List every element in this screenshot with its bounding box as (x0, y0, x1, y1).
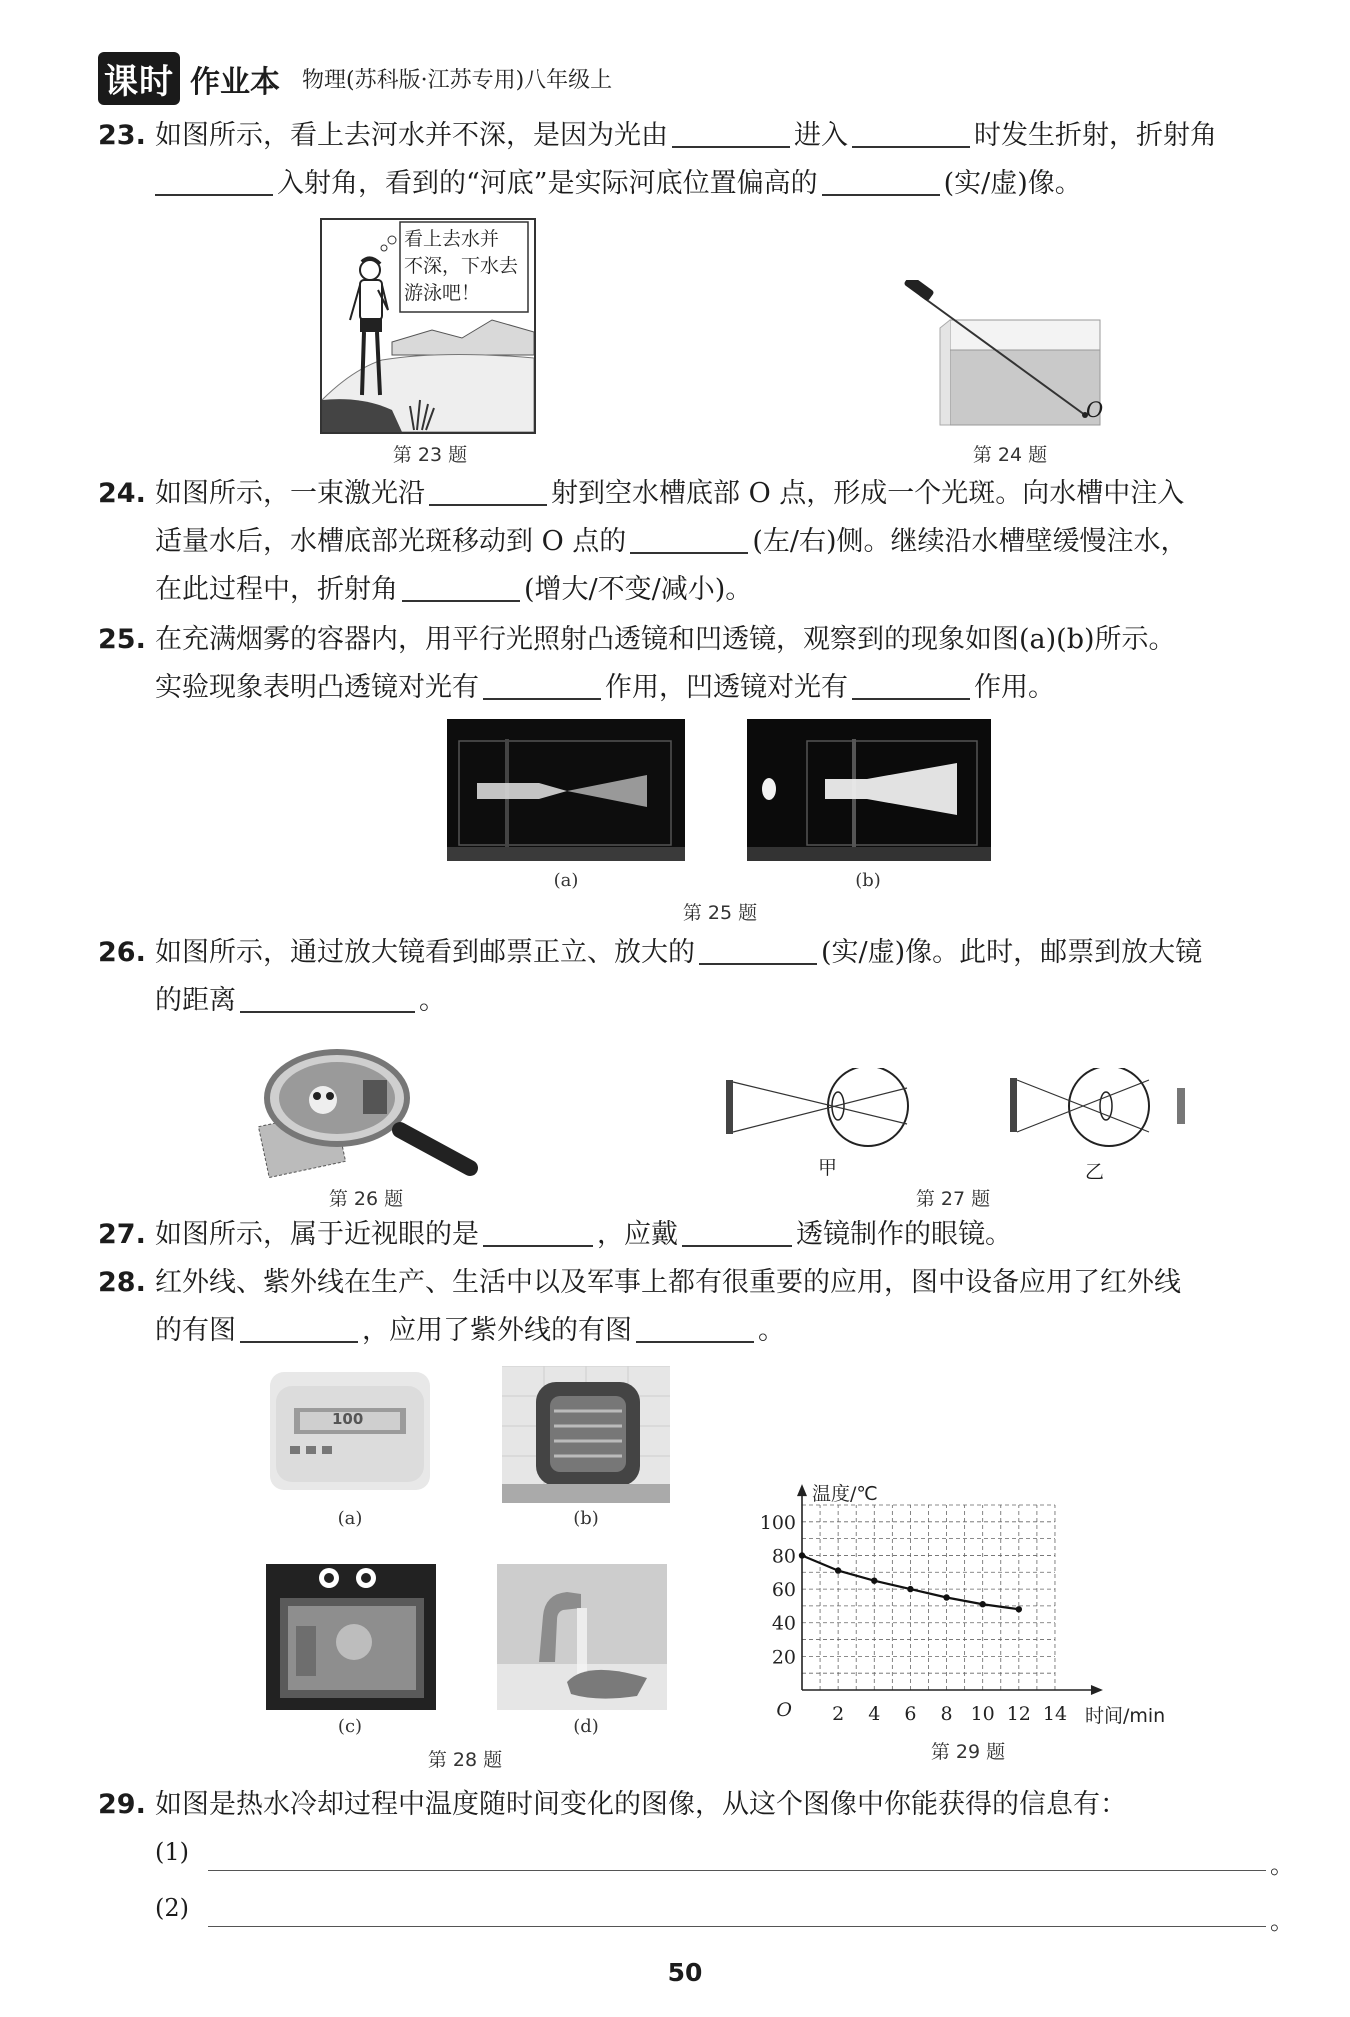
period: 。 (1270, 1851, 1294, 1879)
question-number: 27. (98, 1219, 146, 1250)
page-header (98, 52, 612, 105)
x-tick-label: 4 (868, 1703, 881, 1725)
question-26-line1: 如图所示，通过放大镜看到邮票正立、放大的 (实/虚)像。此时，邮票到放大镜 (155, 937, 1203, 968)
figure-caption: 第 23 题 (392, 444, 468, 466)
origin-label: O (776, 1699, 792, 1721)
y-tick-label: 80 (771, 1545, 796, 1568)
answer-blank[interactable] (402, 572, 520, 602)
subfigure-label: (a) (553, 870, 579, 891)
y-tick-label: 20 (771, 1646, 796, 1669)
y-tick-label: 100 (759, 1511, 796, 1534)
question-number: 28. (98, 1267, 146, 1298)
question-27-line1: 如图所示，属于近视眼的是 ，应戴 透镜制作的眼镜。 (155, 1219, 1012, 1250)
subfigure-label: (d) (573, 1716, 599, 1737)
figure-caption: 第 29 题 (930, 1741, 1006, 1763)
money-detector-photo (270, 1372, 430, 1490)
body-temperature-scanner-photo (266, 1564, 436, 1710)
figure-caption: 第 27 题 (915, 1188, 991, 1210)
answer-blank[interactable] (483, 670, 601, 700)
concave-lens-photo (747, 719, 991, 861)
question-25-line1: 在充满烟雾的容器内，用平行光照射凸透镜和凹透镜，观察到的现象如图(a)(b)所示。 (155, 624, 1176, 655)
label-jia: 甲 (818, 1157, 838, 1179)
answer-line-2[interactable] (208, 1926, 1266, 1927)
question-26-line2: 的距离 。 (155, 985, 446, 1016)
question-number: 23. (98, 120, 146, 151)
data-point (907, 1586, 913, 1592)
x-tick-label: 8 (940, 1703, 953, 1725)
data-point (835, 1567, 841, 1573)
figure-26-magnifier (255, 1040, 485, 1180)
temperature-time-chart (750, 1440, 1180, 1750)
x-tick-label: 2 (832, 1703, 845, 1725)
chart-svg (750, 1440, 1180, 1740)
answer-blank[interactable] (682, 1217, 792, 1247)
data-point (1016, 1606, 1022, 1612)
answer-blank[interactable] (240, 983, 415, 1013)
subfigure-label: (b) (573, 1508, 599, 1529)
answer-blank[interactable] (429, 476, 547, 506)
x-tick-label: 6 (904, 1703, 917, 1725)
data-point (943, 1594, 949, 1600)
answer-blank[interactable] (483, 1217, 593, 1247)
question-28-line2: 的有图 ，应用了紫外线的有图 。 (155, 1315, 785, 1346)
sub-item-label: (1) (155, 1838, 189, 1866)
figure-24-water-tank (900, 280, 1130, 430)
figure-caption: 第 28 题 (427, 1749, 503, 1771)
data-point (799, 1552, 805, 1558)
figure-caption: 第 24 题 (972, 444, 1048, 466)
y-tick-label: 60 (771, 1579, 796, 1602)
eye-diagram-yi (1004, 1068, 1194, 1168)
answer-blank[interactable] (630, 524, 748, 554)
answer-blank[interactable] (852, 118, 970, 148)
speech-bubble: 看上去水并 不深，下水去 游泳吧！ (404, 228, 519, 304)
convex-lens-photo (447, 719, 685, 861)
y-axis-title: 温度/℃ (812, 1483, 878, 1506)
data-point (871, 1577, 877, 1583)
x-tick-label: 12 (1006, 1703, 1031, 1725)
answer-blank[interactable] (155, 166, 273, 196)
disinfection-cabinet-photo (502, 1366, 670, 1503)
question-29-line1: 如图是热水冷却过程中温度随时间变化的图像，从这个图像中你能获得的信息有： (155, 1789, 1127, 1820)
y-axis-arrow (797, 1484, 807, 1496)
x-tick-label: 14 (1042, 1703, 1068, 1725)
question-number: 26. (98, 937, 146, 968)
answer-blank[interactable] (852, 670, 970, 700)
answer-blank[interactable] (822, 166, 940, 196)
answer-line-1[interactable] (208, 1870, 1266, 1871)
figure-caption: 第 25 题 (682, 902, 758, 924)
sub-item-label: (2) (155, 1894, 189, 1922)
question-24-line3: 在此过程中，折射角 (增大/不变/减小)。 (155, 574, 753, 605)
subfigure-label: (b) (855, 870, 881, 891)
point-o-label: O (1086, 398, 1104, 422)
label-yi: 乙 (1085, 1161, 1105, 1183)
answer-blank[interactable] (636, 1313, 754, 1343)
x-axis-title: 时间/min (1084, 1705, 1166, 1727)
question-number: 29. (98, 1789, 146, 1820)
question-24-line2: 适量水后，水槽底部光斑移动到 O 点的 (左/右)侧。继续沿水槽壁缓慢注水， (155, 526, 1188, 557)
y-tick-label: 40 (771, 1612, 796, 1635)
question-23-line2: 入射角，看到的“河底”是实际河底位置偏高的 (实/虚)像。 (155, 165, 1082, 203)
magnifier-stamp-illustration (255, 1040, 485, 1180)
subfigure-label: (c) (337, 1716, 363, 1737)
question-number: 25. (98, 624, 146, 655)
banknote-value: 100 (332, 1410, 364, 1428)
answer-blank[interactable] (240, 1313, 358, 1343)
subfigure-label: (a) (337, 1508, 363, 1529)
question-28-line1: 红外线、紫外线在生产、生活中以及军事上都有很重要的应用，图中设备应用了红外线 (155, 1267, 1181, 1298)
data-point (979, 1601, 985, 1607)
question-23-line1: 如图所示，看上去河水并不深，是因为光由 进入 时发生折射，折射角 (155, 120, 1217, 151)
sensor-faucet-photo (497, 1564, 667, 1710)
answer-blank[interactable] (672, 118, 790, 148)
answer-blank[interactable] (699, 935, 817, 965)
period: 。 (1270, 1907, 1294, 1935)
page-number: 50 (667, 1958, 703, 1987)
book-logo: 课时 (98, 52, 180, 105)
book-subtitle: 物理(苏科版·江苏专用)八年级上 (302, 68, 613, 93)
figure-23-cartoon (320, 218, 536, 434)
question-24-line1: 如图所示，一束激光沿 射到空水槽底部 O 点，形成一个光斑。向水槽中注入 (155, 478, 1185, 509)
figure-caption: 第 26 题 (328, 1188, 404, 1210)
book-title: 作业本 (190, 64, 280, 100)
question-25-line2: 实验现象表明凸透镜对光有 作用，凹透镜对光有 作用。 (155, 672, 1055, 703)
x-tick-label: 10 (970, 1703, 995, 1725)
question-number: 24. (98, 478, 146, 509)
x-axis-arrow (1091, 1685, 1103, 1695)
